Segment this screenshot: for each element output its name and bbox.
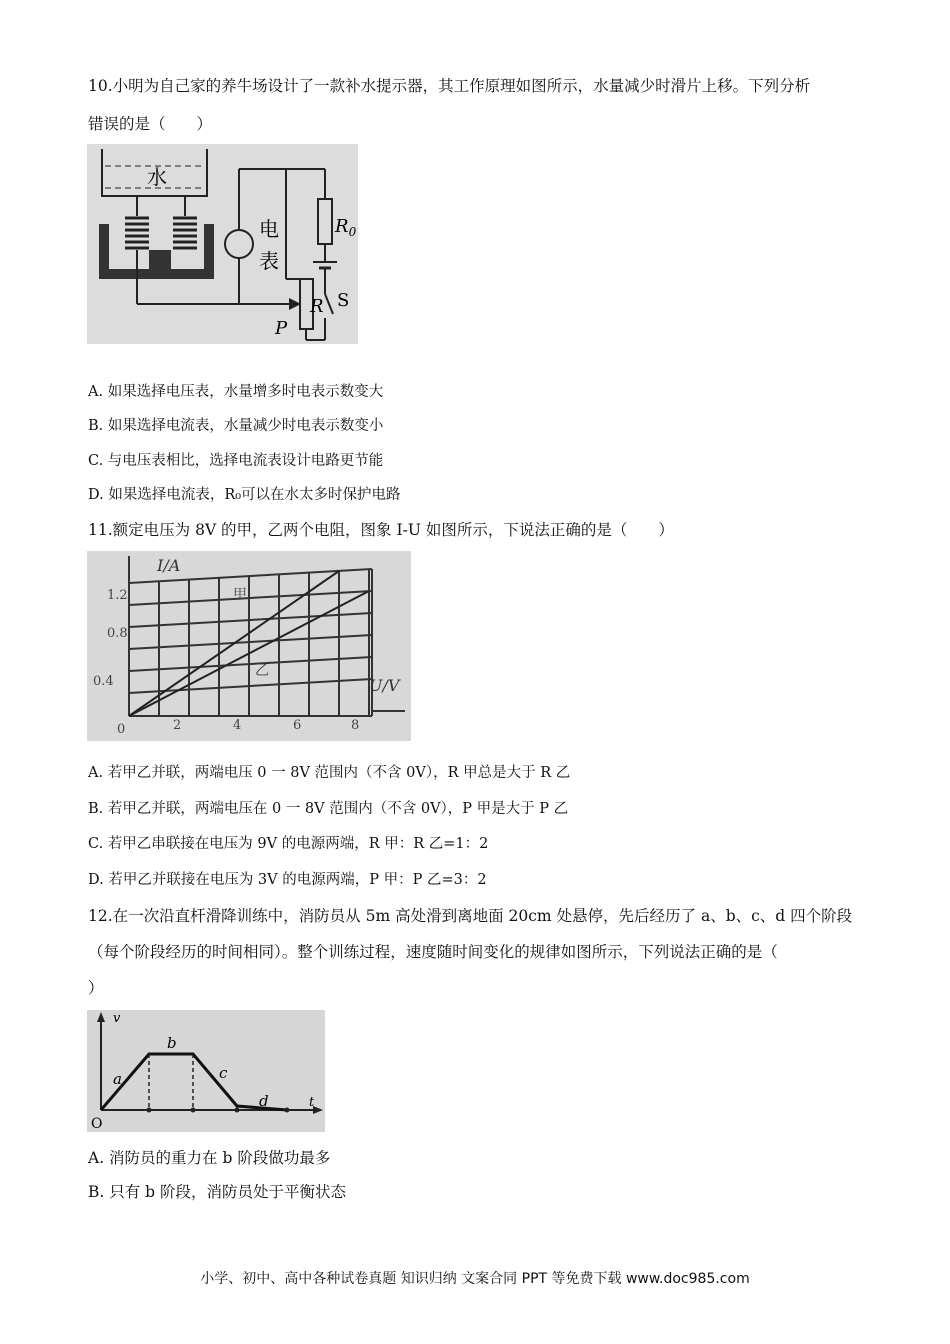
water-label: 水 (147, 165, 167, 189)
v-axis-arrow-icon (97, 1012, 105, 1022)
q11-graph-svg (87, 551, 411, 741)
origin-label: O (91, 1116, 103, 1132)
switch-s (325, 294, 333, 314)
q11-option-b: B. 若甲乙并联，两端电压在 0 一 8V 范围内（不含 0V），P 甲是大于 P 乙 (88, 801, 569, 817)
q10-option-b: B. 如果选择电流表，水量减少时电表示数变小 (88, 418, 384, 434)
q10-stem-line2: 错误的是（ ） (88, 115, 213, 133)
stage-b-label: b (167, 1034, 177, 1052)
q10-circuit-figure (87, 144, 358, 344)
q10-circuit-svg (87, 144, 358, 344)
q10-option-c: C. 与电压表相比，选择电流表设计电路更节能 (88, 453, 384, 469)
x-tick-4: 4 (233, 718, 242, 733)
q11-option-c: C. 若甲乙串联接在电压为 9V 的电源两端，R 甲：R 乙=1：2 (88, 836, 489, 852)
q11-option-d: D. 若甲乙并联接在电压为 3V 的电源两端，P 甲：P 乙=3：2 (88, 872, 487, 888)
t-label: t (309, 1095, 315, 1110)
q10-option-d: D. 如果选择电流表，R₀可以在水太多时保护电路 (88, 487, 401, 503)
p-label: P (275, 318, 288, 339)
line-jia-label: 甲 (233, 587, 247, 603)
footer-text: 小学、初中、高中各种试卷真题 知识归纳 文案合同 PPT 等免费下载 www.doc985.com (200, 1271, 750, 1287)
x-tick-8: 8 (351, 718, 360, 733)
stage-a-label: a (113, 1070, 122, 1088)
spring-left (125, 218, 149, 248)
q10-stem-line1: 10.小明为自己家的养牛场设计了一款补水提示器，其工作原理如图所示，水量减少时滑片上移。下列分析 (88, 77, 811, 95)
x-tick-0: 0 (117, 722, 126, 737)
y-axis-label: I/A (157, 556, 181, 575)
v-label: v (113, 1011, 121, 1026)
y-tick-0.4: 0.4 (93, 674, 114, 689)
spring-right (173, 218, 197, 248)
q10-option-a: A. 如果选择电压表，水量增多时电表示数变大 (88, 384, 384, 400)
t-axis-arrow-icon (313, 1106, 323, 1114)
x-tick-2: 2 (173, 718, 182, 733)
grid (129, 569, 372, 716)
meter-label-1: 电 (259, 217, 279, 241)
resistor-r0 (318, 199, 332, 244)
q12-graph-svg (87, 1010, 325, 1132)
y-tick-0.8: 0.8 (107, 626, 128, 641)
stage-c-label: c (219, 1064, 228, 1082)
line-yi-label: 乙 (255, 663, 269, 679)
q12-option-b: B. 只有 b 阶段，消防员处于平衡状态 (88, 1183, 347, 1201)
y-tick-1.2: 1.2 (107, 588, 128, 603)
q12-stem-line2: （每个阶段经历的时间相同）。整个训练过程，速度随时间变化的规律如图所示，下列说法正确的是（ (88, 943, 778, 961)
meter-icon (225, 230, 253, 258)
s-label: S (337, 290, 350, 311)
q12-stem-line3: ） (88, 979, 104, 997)
x-axis-label: U/V (369, 676, 400, 695)
x-tick-6: 6 (293, 718, 302, 733)
q11-option-a: A. 若甲乙并联，两端电压 0 一 8V 范围内（不含 0V），R 甲总是大于 R 乙 (88, 765, 571, 781)
r-label: R (310, 296, 324, 317)
q11-iu-graph (87, 551, 411, 741)
r0-label: $R_0$ (335, 216, 357, 239)
q12-vt-graph (87, 1010, 325, 1132)
q11-stem: 11.额定电压为 8V 的甲，乙两个电阻，图象 I-U 如图所示，下说法正确的是（ ） (88, 521, 674, 539)
meter-label-2: 表 (259, 249, 279, 273)
q12-option-a: A. 消防员的重力在 b 阶段做功最多 (88, 1149, 331, 1167)
stage-d-label: d (259, 1092, 269, 1110)
q12-stem-line1: 12.在一次沿直杆滑降训练中，消防员从 5m 高处滑到离地面 20cm 处悬停，先后经历了 a、b、c、d 四个阶段 (88, 907, 853, 925)
